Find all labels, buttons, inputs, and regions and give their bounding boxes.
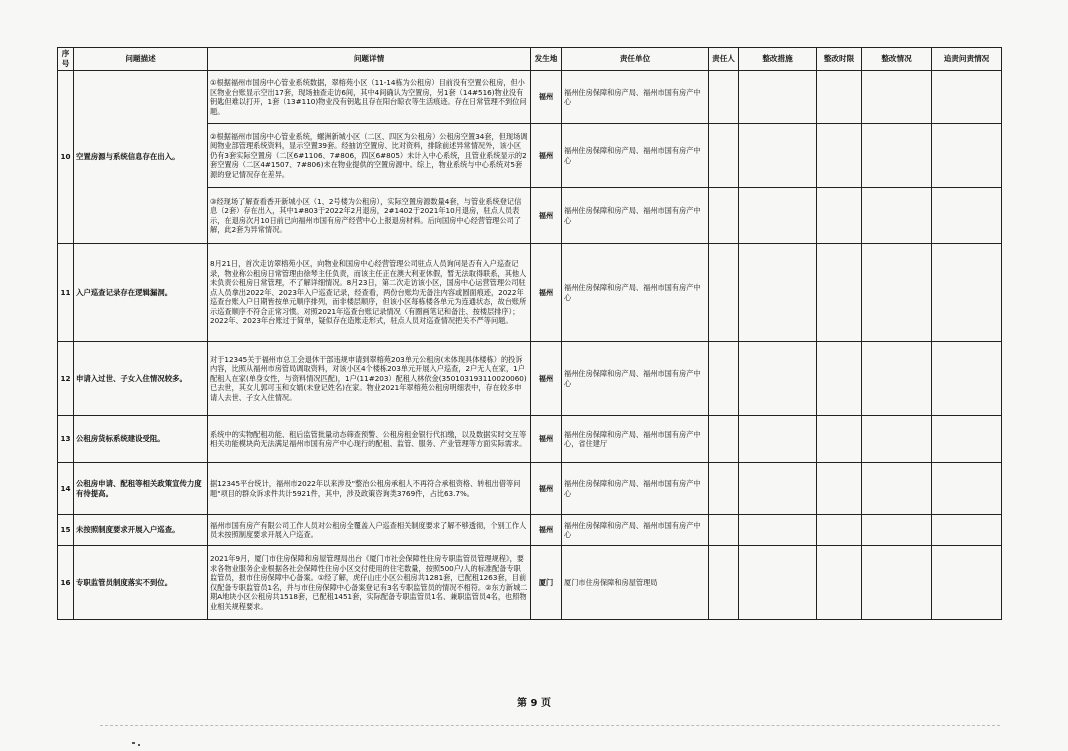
row-title: 申请入过世、子女入住情况较多。 bbox=[74, 342, 208, 416]
row-number: 15 bbox=[58, 515, 74, 546]
detail-text: 福州市国有房产有限公司工作人员对公租房全覆盖入户巡查相关制度要求了解不够透彻，个别工作人员未按照制度要求开展入户巡查。 bbox=[210, 520, 527, 540]
cell-person bbox=[709, 244, 739, 342]
header-accountability: 追责问责情况 bbox=[932, 48, 1002, 71]
table-header-row bbox=[58, 48, 1002, 71]
row-number: 10 bbox=[58, 71, 74, 244]
cell-deadline bbox=[817, 546, 862, 620]
table-row bbox=[58, 546, 1002, 620]
cell-deadline bbox=[817, 416, 862, 463]
row-detail bbox=[208, 416, 531, 463]
cell-accountability bbox=[932, 71, 1002, 124]
row-location: 福州 bbox=[531, 188, 562, 244]
cell-status bbox=[862, 342, 932, 416]
header-status: 整改情况 bbox=[862, 48, 932, 71]
cell-deadline bbox=[817, 188, 862, 244]
row-location: 厦门 bbox=[531, 546, 562, 620]
row-detail bbox=[208, 515, 531, 546]
row-detail bbox=[208, 124, 531, 188]
scan-speck bbox=[132, 742, 135, 744]
detail-text: ①根据福州市国房中心管业系统数据，翠榕苑小区（11-14栋为公租房）目前没有空置公租房，但小区物业台账显示空出17套，现场抽查走访6间，其中4间确认为空置房，另1套（14#516)物业没有钥匙但难以打开，1套（13#110)物业没有钥匙且存在阳台晾衣等生活痕迹。存在日常管理不到位问题。 bbox=[210, 78, 527, 116]
cell-measures bbox=[739, 71, 817, 124]
row-detail bbox=[208, 342, 531, 416]
cell-status bbox=[862, 244, 932, 342]
header-deadline: 整改时限 bbox=[817, 48, 862, 71]
table-row bbox=[58, 342, 1002, 416]
header-responsible-person: 责任人 bbox=[709, 48, 739, 71]
scan-speck bbox=[138, 744, 140, 746]
detail-text: 对于12345关于福州市总工会退休干部违规申请到翠榕苑203单元公租房(未体现具体楼栋）的投诉内容，比照从福州市房管局调取资料，对该小区4个楼栋203单元开展入户巡查，2户无人在家，1户配租人在家(单身女性，与资料情况匹配)，1户(11#203）配租人林依金(350103193110020060)已去世，其女儿郭可玉和女婿(未登记姓名)在家。物业2021年翠榕苑公租房明细表中，存在较多申请人去世、子女入住情况。 bbox=[210, 354, 527, 402]
cell-accountability bbox=[932, 546, 1002, 620]
cell-person bbox=[709, 546, 739, 620]
cell-person bbox=[709, 71, 739, 124]
cell-status bbox=[862, 546, 932, 620]
row-detail bbox=[208, 244, 531, 342]
detail-text: 8月21日，首次走访翠榕苑小区，向物业和国房中心经营管理公司驻点人员询问是否有入户巡查记录，物业称公租房日常管理由徐琴主任负责，而该主任正在澳大利亚休假，暂无法取得联系，其他人未负责公租房日常管理，不了解详细情况。8月23日，第二次走访该小区，国房中心运营管理公司驻点人员拿出2022年、2023年入户巡查记录，经查看，两份台账均无备注内容或圆面痕迹，2022年巡查台账入户日期皆按单元顺序排列，而非楼层顺序，但该小区每栋楼各单元为连通状态，故台账所示巡查顺序不符合正常习惯。对照2021年巡查台账记录情况（有圈画笔记和备注、按楼层排序）；2022年、2023年台账过于简单，疑似存在造账走形式，驻点人员对巡查情况把关不严等问题。 bbox=[210, 259, 527, 326]
header-problem-description: 问题描述 bbox=[74, 48, 208, 71]
cell-person bbox=[709, 515, 739, 546]
detail-text: 2021年9月，厦门市住房保障和房屋管理局出台《厦门市社会保障性住房专职监管员管理规程》，要求各物业服务企业根据各社会保障性住房小区交付使用的住宅数量，按照500户/人的标准配备专职监管员，报市住房保障中心备案。①经了解，虎仔山庄小区公租房共1281套，已配租1263套，目前仅配备专职监管员1名，并与市住房保障中心备案登记有3名专职监管员的情况不相符。②东方新城二期A地块小区公租房共1518套，已配租1451套，实际配备专职监管员1名、兼职监管员4名，也照物业相关规程要求。 bbox=[210, 554, 528, 611]
row-number: 12 bbox=[58, 342, 74, 416]
row-detail bbox=[208, 463, 531, 515]
row-location: 福州 bbox=[531, 244, 562, 342]
cell-deadline bbox=[817, 463, 862, 515]
row-title: 入户巡查记录存在逻辑漏洞。 bbox=[74, 244, 208, 342]
row-unit: 福州住房保障和房产局、福州市国有房产中心 bbox=[562, 71, 709, 124]
page-number: 第 9 页 bbox=[517, 698, 551, 709]
cell-measures bbox=[739, 463, 817, 515]
cell-measures bbox=[739, 546, 817, 620]
cell-deadline bbox=[817, 244, 862, 342]
header-location: 发生地 bbox=[531, 48, 562, 71]
cell-status bbox=[862, 124, 932, 188]
detail-text: ②根据福州市国房中心管业系统，螺洲新城小区（二区、四区为公租房）公租房空置34套，但现场调阅物业部管理系统资料，显示空置39套。经抽访空置房、比对资料，排除前述异常情况外，该小区仍有3套实际空置房（二区6#1106、7#806，四区6#805）未计入中心系统，且管业系统显示的2套空置房（二区4#1507、7#806)未在物业提供的空置房源中。综上，物业系统与中心系统对5套源的登记情况存在差异。 bbox=[210, 131, 528, 179]
cell-accountability bbox=[932, 342, 1002, 416]
rectification-table bbox=[57, 47, 1002, 620]
row-unit: 福州住房保障和房产局、福州市国有房产中心 bbox=[562, 188, 709, 244]
row-unit: 福州住房保障和房产局、福州市国有房产中心 bbox=[562, 244, 709, 342]
cell-status bbox=[862, 463, 932, 515]
row-number: 13 bbox=[58, 416, 74, 463]
cell-person bbox=[709, 416, 739, 463]
cell-measures bbox=[739, 416, 817, 463]
row-unit: 福州住房保障和房产局、福州市国有房产中心 bbox=[562, 342, 709, 416]
cell-accountability bbox=[932, 244, 1002, 342]
cell-accountability bbox=[932, 416, 1002, 463]
header-problem-details: 问题详情 bbox=[208, 48, 531, 71]
cell-status bbox=[862, 416, 932, 463]
row-detail bbox=[208, 71, 531, 124]
scan-divider bbox=[100, 725, 1000, 726]
row-location: 福州 bbox=[531, 416, 562, 463]
row-unit: 福州住房保障和房产局、福州市国有房产中心，省住建厅 bbox=[562, 416, 709, 463]
row-number: 14 bbox=[58, 463, 74, 515]
row-title: 未按照制度要求开展入户巡查。 bbox=[74, 515, 208, 546]
row-title: 空置房源与系统信息存在出入。 bbox=[74, 71, 208, 244]
table-row bbox=[58, 515, 1002, 546]
cell-deadline bbox=[817, 124, 862, 188]
row-number: 11 bbox=[58, 244, 74, 342]
row-title: 公租房货标系统建设受阻。 bbox=[74, 416, 208, 463]
cell-deadline bbox=[817, 515, 862, 546]
row-location: 福州 bbox=[531, 124, 562, 188]
row-location: 福州 bbox=[531, 463, 562, 515]
row-detail bbox=[208, 546, 531, 620]
cell-person bbox=[709, 188, 739, 244]
table-row bbox=[58, 416, 1002, 463]
row-location: 福州 bbox=[531, 71, 562, 124]
row-title: 公租房申请、配租等相关政策宣传力度有待提高。 bbox=[74, 463, 208, 515]
detail-text: ③经现场了解查看香开新城小区（1、2号楼为公租房），实际空置房源数量4套，与管业系统登记信息（2套）存在出入，其中1#803于2022年2月退房，2#1402于2021年10月退房，驻点人员表示，在退房次月10日前已向福州市国有房产经营中心上报退房材料。后向国房中心经营管理公司了解，此2套为异常情况。 bbox=[210, 196, 522, 235]
row-unit: 福州住房保障和房产局、福州市国有房产中心 bbox=[562, 463, 709, 515]
cell-measures bbox=[739, 124, 817, 188]
cell-person bbox=[709, 342, 739, 416]
row-location: 福州 bbox=[531, 515, 562, 546]
cell-measures bbox=[739, 342, 817, 416]
cell-accountability bbox=[932, 463, 1002, 515]
cell-measures bbox=[739, 188, 817, 244]
cell-status bbox=[862, 188, 932, 244]
row-detail bbox=[208, 188, 531, 244]
cell-person bbox=[709, 124, 739, 188]
table-row bbox=[58, 71, 1002, 124]
header-responsible-unit: 责任单位 bbox=[562, 48, 709, 71]
cell-accountability bbox=[932, 515, 1002, 546]
row-unit: 厦门市住房保障和房屋管理局 bbox=[562, 546, 709, 620]
cell-person bbox=[709, 463, 739, 515]
row-unit: 福州住房保障和房产局、福州市国有房产中心 bbox=[562, 124, 709, 188]
cell-deadline bbox=[817, 342, 862, 416]
detail-text: 系统中的实物配租功能、租后监管批量动态筛查预警、公租房租金银行代扣缴，以及数据实时交互等相关功能模块尚无法满足福州市国有房产中心现行的配租、监管、服务、产业管理等方面实际需求。 bbox=[210, 429, 527, 449]
header-measures: 整改措施 bbox=[739, 48, 817, 71]
row-title: 专职监管员制度落实不到位。 bbox=[74, 546, 208, 620]
cell-measures bbox=[739, 244, 817, 342]
table-row bbox=[58, 463, 1002, 515]
row-location: 福州 bbox=[531, 342, 562, 416]
cell-accountability bbox=[932, 188, 1002, 244]
table-row bbox=[58, 244, 1002, 342]
detail-text: 据12345平台统计，福州市2022年以来涉及"整治公租房承租人不再符合承租资格、转租出借等问题"项目的群众诉求件共计5921件，其中，涉及政策咨询类3769件，占比63.7%。 bbox=[210, 479, 521, 498]
cell-status bbox=[862, 515, 932, 546]
cell-deadline bbox=[817, 71, 862, 124]
cell-status bbox=[862, 71, 932, 124]
row-unit: 福州住房保障和房产局、福州市国有房产中心 bbox=[562, 515, 709, 546]
row-number: 16 bbox=[58, 546, 74, 620]
cell-measures bbox=[739, 515, 817, 546]
header-index: 序号 bbox=[58, 48, 74, 71]
cell-accountability bbox=[932, 124, 1002, 188]
